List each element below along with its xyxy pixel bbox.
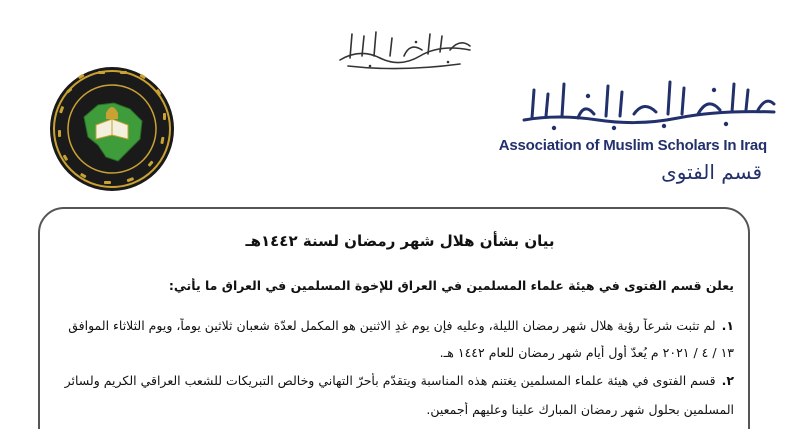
org-name-english: Association of Muslim Scholars In Iraq (498, 137, 767, 154)
item-2-text-1: قسم الفتوى في هيئة علماء المسلمين يغتنم هذه المناسبة ويتقدّم بأحرّ التهاني وخالص التبريكات للشعب العراقي الكريم ولسائر (64, 373, 716, 388)
item-2-number: ٢. (721, 373, 734, 388)
statement-intro: يعلن قسم الفتوى في هيئة علماء المسلمين في العراق للإخوة المسلمين في العراق ما يأتي: (168, 278, 734, 293)
item-1-line-1 (54, 318, 734, 333)
basmala-calligraphy (330, 20, 480, 75)
item-2-line-1 (54, 373, 734, 388)
association-emblem (48, 65, 176, 193)
item-2-line-2: المسلمين بحلول شهر رمضان المبارك علينا وعليهم أجمعين. (426, 402, 734, 417)
statement-title: بيان بشأن هلال شهر رمضان لسنة ١٤٤٢هـ (245, 232, 555, 250)
item-1-text-1: لم تثبت شرعاً رؤية هلال شهر رمضان الليلة، وعليه فإن يوم غدٍ الاثنين هو المكمل لعدّة شعبان ثلاثين يوماً، ويوم الثلاثاء الموافق (68, 318, 716, 333)
item-1-line-2: ١٣ / ٤ / ٢٠٢١ م يُعدّ أول أيام شهر رمضان للعام ١٤٤٢ هـ. (439, 345, 734, 360)
item-1-number: ١. (721, 318, 734, 333)
department-label: قسم الفتوى (661, 160, 762, 184)
org-name-calligraphy (518, 74, 780, 134)
